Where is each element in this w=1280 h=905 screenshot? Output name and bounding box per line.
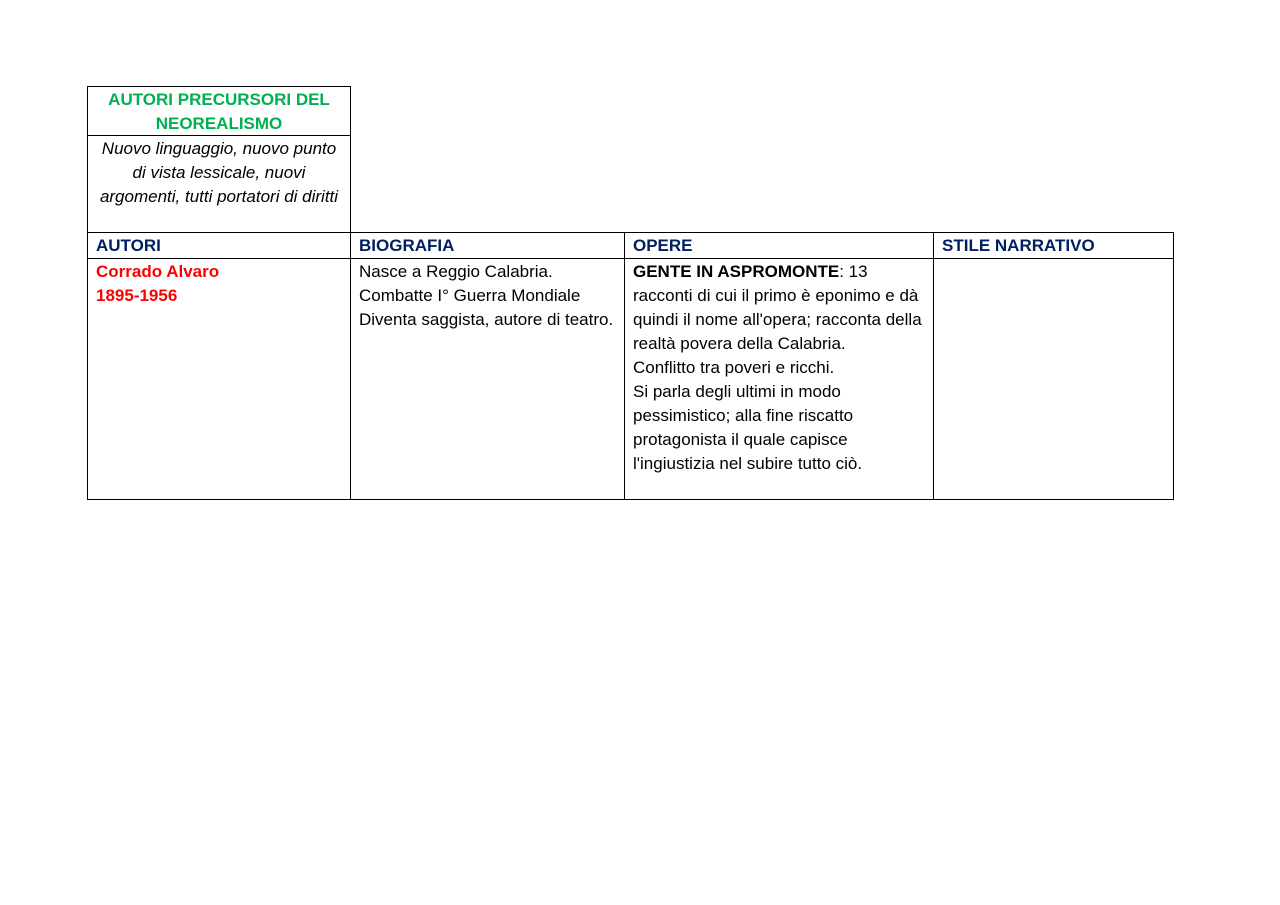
- opere-description: : 13 racconti di cui il primo è eponimo e dà quindi il nome all'opera; racconta della realtà povera della Calabria.: [633, 262, 922, 353]
- opere-paragraph: [633, 260, 925, 356]
- opere-line: Conflitto tra poveri e ricchi.: [633, 358, 835, 377]
- author-name: Corrado Alvaro: [96, 262, 220, 281]
- table-subtitle-cell: [87, 135, 351, 233]
- table-title: AUTORI PRECURSORI DEL NEOREALISMO: [108, 90, 330, 133]
- cell-autore: [87, 258, 351, 500]
- author-years: 1895-1956: [96, 286, 178, 305]
- opere-line: Si parla degli ultimi in modo pessimistico; alla fine riscatto protagonista il quale capisce l'ingiustizia nel subire tutto ciò.: [633, 382, 863, 473]
- opere-title: GENTE IN ASPROMONTE: [633, 262, 840, 281]
- header-opere: OPERE: [624, 232, 934, 259]
- table-subtitle: Nuovo linguaggio, nuovo punto di vista lessicale, nuovi argomenti, tutti portatori di diritti: [99, 139, 339, 206]
- cell-stile-narrativo: [933, 258, 1174, 500]
- cell-opere: [624, 258, 934, 500]
- table-title-cell: [87, 86, 351, 136]
- biografia-line: Nasce a Reggio Calabria.: [359, 262, 553, 281]
- biografia-line: Combatte I° Guerra Mondiale: [359, 286, 581, 305]
- biografia-line: Diventa saggista, autore di teatro.: [359, 310, 614, 329]
- header-autori: AUTORI: [87, 232, 351, 259]
- header-stile-narrativo: STILE NARRATIVO: [933, 232, 1174, 259]
- cell-biografia: [350, 258, 625, 500]
- header-biografia: BIOGRAFIA: [350, 232, 625, 259]
